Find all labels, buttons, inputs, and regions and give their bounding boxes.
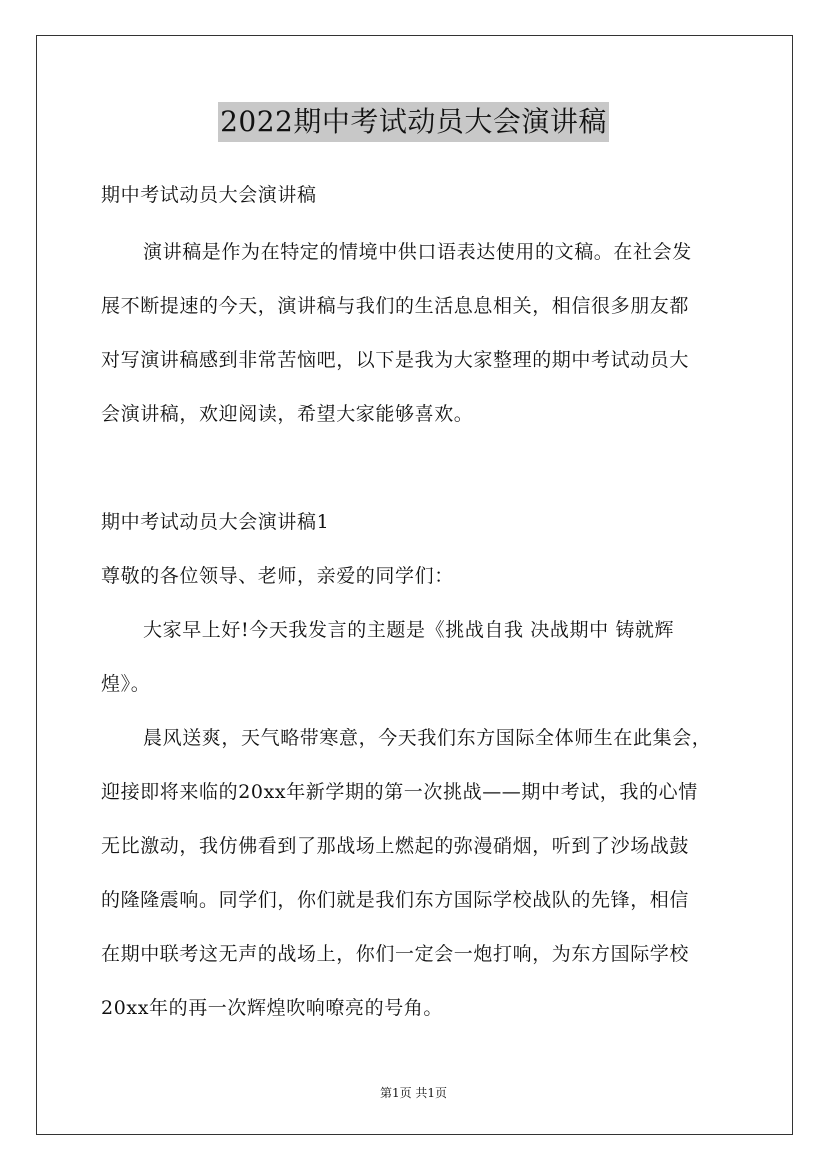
para1-line-2: 煌》。 <box>101 673 151 695</box>
salutation: 尊敬的各位领导、老师，亲爱的同学们： <box>101 565 454 587</box>
intro-line-4: 会演讲稿，欢迎阅读，希望大家能够喜欢。 <box>101 403 474 425</box>
para2-line-2: 迎接即将来临的20xx年新学期的第一次挑战——期中考试，我的心情 <box>101 781 698 803</box>
para2-line-1: 晨风送爽，天气略带寒意，今天我们东方国际全体师生在此集会， <box>143 727 712 749</box>
document-title: 2022期中考试动员大会演讲稿 <box>218 102 609 142</box>
para2-line-5: 在期中联考这无声的战场上，你们一定会一炮打响，为东方国际学校 <box>101 943 690 965</box>
para2-line-6: 20xx年的再一次辉煌吹响嘹亮的号角。 <box>101 997 444 1019</box>
intro-line-2: 展不断提速的今天，演讲稿与我们的生活息息相关，相信很多朋友都 <box>101 295 690 317</box>
para2-line-4: 的隆隆震响。同学们，你们就是我们东方国际学校战队的先锋，相信 <box>101 889 690 911</box>
para2-line-3: 无比激动，我仿佛看到了那战场上燃起的弥漫硝烟，听到了沙场战鼓 <box>101 835 690 857</box>
intro-heading: 期中考试动员大会演讲稿 <box>101 184 317 206</box>
title-container <box>0 102 827 142</box>
intro-line-3: 对写演讲稿感到非常苦恼吧，以下是我为大家整理的期中考试动员大 <box>101 349 690 371</box>
section-heading: 期中考试动员大会演讲稿1 <box>101 511 330 533</box>
page-footer: 第1页 共1页 <box>379 1086 448 1100</box>
para1-line-1: 大家早上好!今天我发言的主题是《挑战自我 决战期中 铸就辉 <box>143 619 675 641</box>
intro-line-1: 演讲稿是作为在特定的情境中供口语表达使用的文稿。在社会发 <box>143 241 692 263</box>
